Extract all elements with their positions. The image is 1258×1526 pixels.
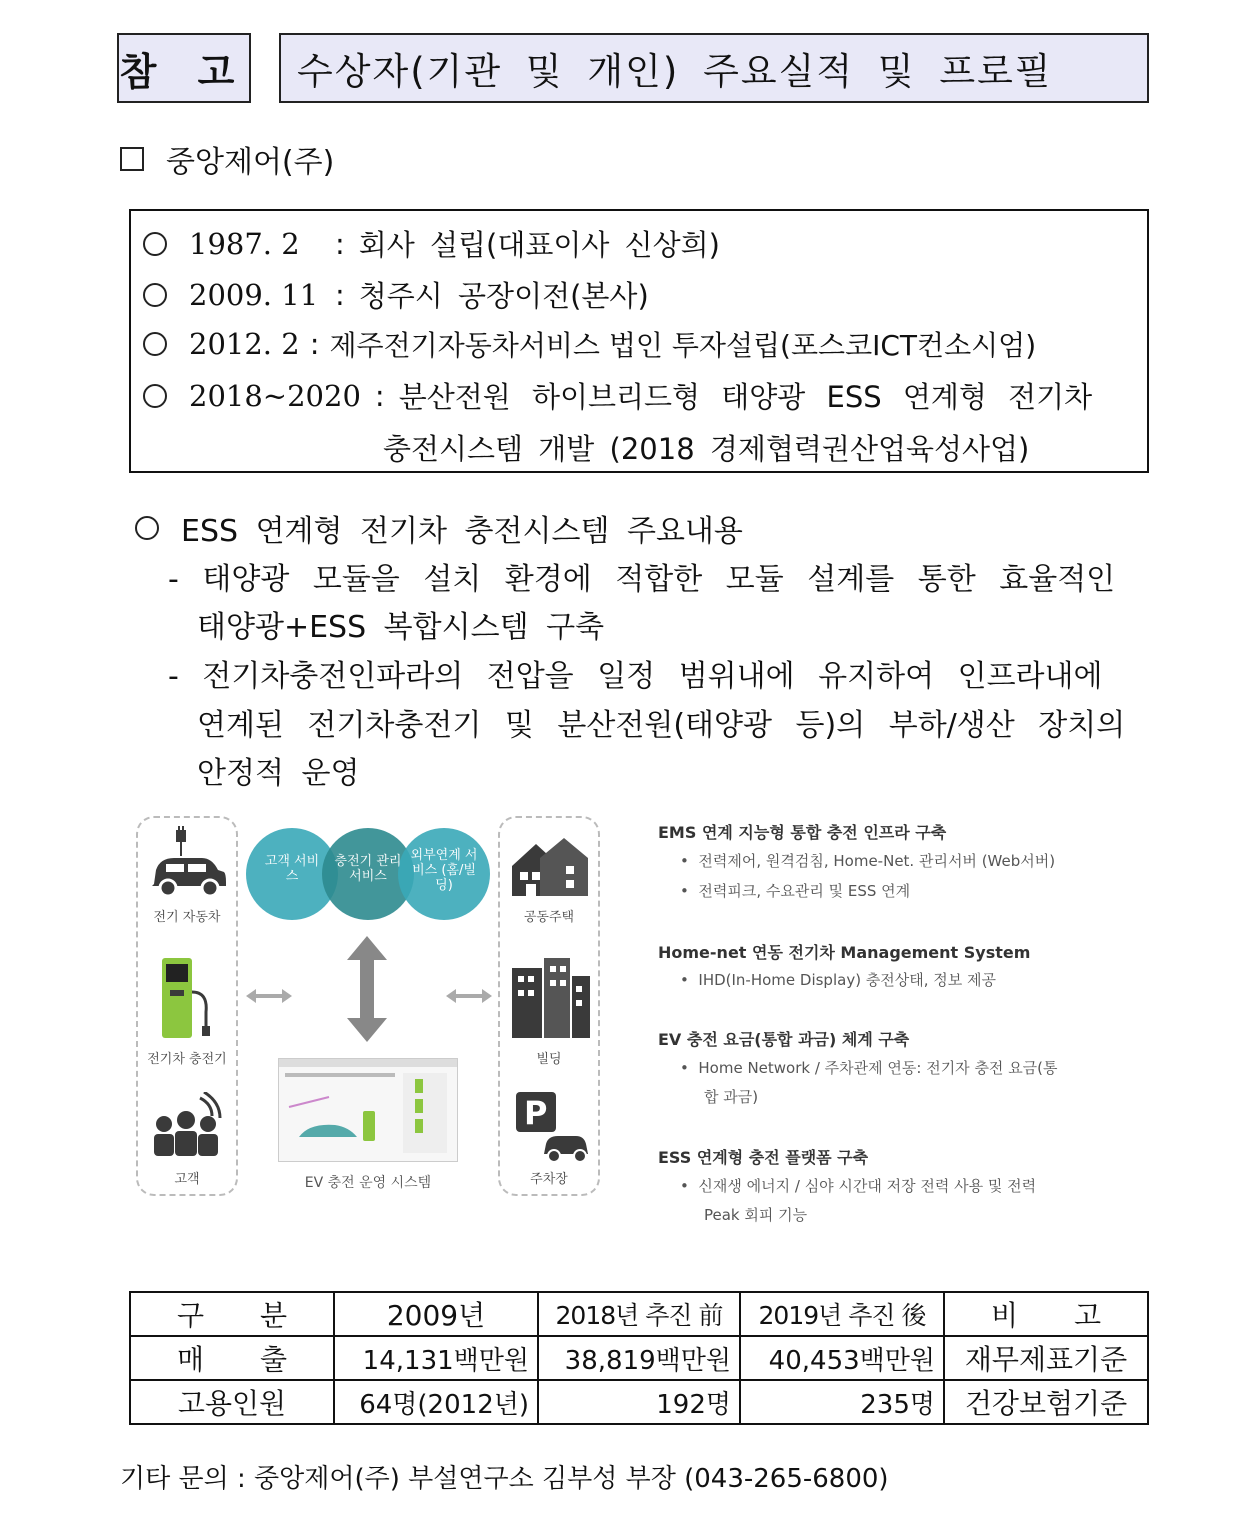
ems-item-cont: Peak 회피 기능 xyxy=(704,1206,808,1224)
history-box xyxy=(129,209,1149,473)
history-item-continued xyxy=(383,427,1029,468)
svg-text:P: P xyxy=(524,1094,548,1132)
left-double-arrow-icon xyxy=(244,986,294,1006)
table-cell: 재무제표기준 xyxy=(944,1336,1148,1380)
ems-heading-4: ESS 연계형 충전 플랫폼 구축 xyxy=(658,1148,869,1167)
ess-item-2-line-1: - 전기차충전인파라의 전압을 일정 범위내에 유지하여 인프라내에 xyxy=(168,659,1103,694)
history-text: 청주시 공장이전(본사) xyxy=(358,279,649,313)
history-text: 제주전기자동차서비스 법인 투자설립(포스코ICT컨소시엄) xyxy=(329,329,1037,362)
history-date: 2012. 2 xyxy=(189,327,300,361)
ems-heading-3: EV 충전 요금(통합 과금) 체계 구축 xyxy=(658,1030,910,1049)
left-label-charger: 전기차 충전기 xyxy=(147,1052,227,1067)
ems-item: • 신재생 에너지 / 심야 시간대 저장 전력 사용 및 전력 xyxy=(680,1177,1037,1195)
history-text: 회사 설립(대표이사 신상희) xyxy=(358,228,721,262)
customers-icon xyxy=(150,1092,226,1158)
building-icon xyxy=(510,958,592,1038)
circle-bullet-icon xyxy=(143,384,167,408)
table-header: 2018년 추진 前 xyxy=(538,1292,740,1336)
ess-heading xyxy=(135,506,743,550)
right-double-arrow-icon xyxy=(444,986,494,1006)
ems-item: • Home Network / 주차관제 연동: 전기자 충전 요금(통 xyxy=(680,1059,1058,1077)
table-row xyxy=(130,1380,1148,1424)
ev-charger-icon xyxy=(160,952,216,1040)
circle-bullet-icon xyxy=(143,332,167,356)
company-heading xyxy=(120,137,334,181)
table-cell: 14,131백만원 xyxy=(334,1336,538,1380)
ems-item-cont: 합 과금) xyxy=(704,1088,759,1106)
circle-label-external-service: 외부연계 서비스 (홈/빌딩) xyxy=(410,848,478,893)
ev-system-screenshot xyxy=(278,1058,458,1162)
table-header: 2019년 추진 後 xyxy=(740,1292,944,1336)
company-name: 중앙제어(주) xyxy=(166,145,335,180)
table-cell: 고용인원 xyxy=(130,1380,334,1424)
system-diagram xyxy=(132,812,1142,1232)
table-cell: 40,453백만원 xyxy=(740,1336,944,1380)
ems-item: • 전력제어, 원격검침, Home-Net. 관리서버 (Web서버) xyxy=(680,852,1056,870)
table-cell: 192명 xyxy=(538,1380,740,1424)
history-item xyxy=(143,223,720,264)
table-cell: 235명 xyxy=(740,1380,944,1424)
circle-bullet-icon xyxy=(143,283,167,307)
table-row xyxy=(130,1336,1148,1380)
history-sep: : xyxy=(335,277,345,312)
ems-item: • 전력피크, 수요관리 및 ESS 연계 xyxy=(680,882,911,900)
ev-screen-illustration xyxy=(279,1067,455,1159)
table-header-row xyxy=(130,1292,1148,1336)
history-item xyxy=(143,274,649,315)
electric-car-icon xyxy=(148,826,228,902)
history-date: 2018~2020 xyxy=(189,378,361,413)
circle-label-charger-service: 충전기 관리서비스 xyxy=(334,854,402,884)
history-sep: : xyxy=(309,327,320,361)
right-label-parking: 주차장 xyxy=(530,1172,568,1187)
table-header: 비 고 xyxy=(944,1292,1148,1336)
ess-item-2-line-3: 안정적 운영 xyxy=(197,756,360,791)
performance-table xyxy=(129,1291,1149,1425)
history-item xyxy=(143,324,1036,364)
right-label-building: 빌딩 xyxy=(536,1052,562,1067)
parking-icon xyxy=(514,1090,590,1164)
center-label: EV 충전 운영 시스템 xyxy=(304,1175,432,1191)
circle-bullet-icon xyxy=(135,516,159,540)
vertical-double-arrow-icon xyxy=(342,934,392,1044)
left-label-ev: 전기 자동차 xyxy=(153,910,221,925)
history-text: 분산전원 하이브리드형 태양광 ESS 연계형 전기차 xyxy=(398,380,1093,414)
apartment-icon xyxy=(510,836,590,900)
ems-heading-1: EMS 연계 지능형 통합 충전 인프라 구축 xyxy=(658,823,947,842)
ems-item: • IHD(In-Home Display) 충전상태, 정보 제공 xyxy=(680,971,997,989)
table-cell: 38,819백만원 xyxy=(538,1336,740,1380)
circle-bullet-icon xyxy=(143,232,167,256)
history-item xyxy=(143,375,1092,416)
history-date: 2009. 11 xyxy=(189,277,319,312)
ems-heading-2: Home-net 연동 전기차 Management System xyxy=(658,943,1031,962)
ess-item-2-line-2: 연계된 전기차충전기 및 분산전원(태양광 등)의 부하/생산 장치의 xyxy=(197,708,1126,743)
ess-item-1-line-1: - 태양광 모듈을 설치 환경에 적합한 모듈 설계를 통한 효율적인 xyxy=(168,562,1116,597)
ess-item-1-line-2: 태양광+ESS 복합시스템 구축 xyxy=(197,610,605,645)
table-cell: 건강보험기준 xyxy=(944,1380,1148,1424)
page-title: 수상자(기관 및 개인) 주요실적 및 프로필 xyxy=(279,33,1149,103)
right-label-apartment: 공동주택 xyxy=(523,910,575,925)
left-label-customer: 고객 xyxy=(174,1172,200,1187)
history-text: 충전시스템 개발 (2018 경제협력권산업육성사업) xyxy=(383,432,1030,466)
table-header: 구 분 xyxy=(130,1292,334,1336)
history-sep: : xyxy=(374,378,385,413)
circle-label-customer-service: 고객 서비스 xyxy=(264,854,320,884)
ess-title: ESS 연계형 전기차 충전시스템 주요내용 xyxy=(181,514,743,549)
history-sep: : xyxy=(335,226,345,261)
table-cell: 64명(2012년) xyxy=(334,1380,538,1424)
table-header: 2009년 xyxy=(334,1292,538,1336)
checkbox-square-icon xyxy=(120,147,144,171)
table-cell: 매 출 xyxy=(130,1336,334,1380)
contact-footer: 기타 문의 : 중앙제어(주) 부설연구소 김부성 부장 (043-265-6800) xyxy=(120,1464,889,1494)
reference-label: 참 고 xyxy=(117,33,251,103)
history-date: 1987. 2 xyxy=(189,226,300,261)
